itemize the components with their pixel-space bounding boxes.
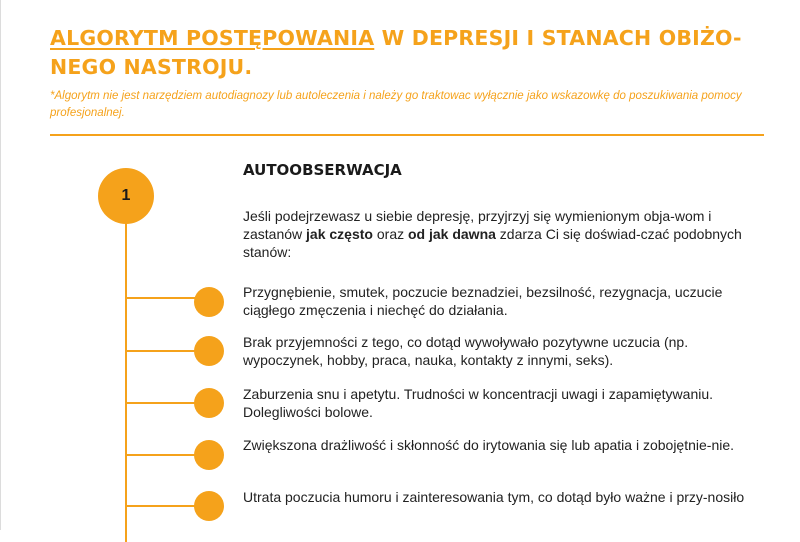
page-edge-line bbox=[0, 0, 1, 530]
symptom-item: Brak przyjemności z tego, co dotąd wywoływało pozytywne uczucia (np. wypoczynek, hobby, praca, nauka, kontakty z innymi, seks). bbox=[243, 334, 689, 368]
header-divider bbox=[50, 134, 764, 136]
bullet-dot bbox=[194, 491, 224, 521]
step-intro bbox=[243, 207, 765, 261]
symptom-item: Przygnębienie, smutek, poczucie beznadziei, bezsilność, rezygnacja, uczucie ciągłego zmęczenia i niechęć do działania. bbox=[243, 284, 723, 318]
symptom-item: Utrata poczucia humoru i zainteresowania tym, co dotąd było ważne i przy-nosiło bbox=[243, 489, 745, 505]
intro-bold-duration: od jak dawna bbox=[408, 226, 496, 242]
symptom-item: Zaburzenia snu i apetytu. Trudności w koncentracji uwagi i zapamiętywaniu. Dolegliwości bolowe. bbox=[243, 386, 714, 420]
timeline-branch bbox=[126, 505, 198, 507]
timeline-line bbox=[125, 222, 127, 542]
bullet-dot bbox=[194, 440, 224, 470]
bullet-dot bbox=[194, 336, 224, 366]
symptom-item: Zwiększona drażliwość i skłonność do irytowania się lub apatia i zobojętnie-nie. bbox=[243, 437, 735, 453]
title-rest: W DEPRESJI I STANACH OBIŻO-NEGO NASTROJU. bbox=[50, 26, 742, 79]
bullet-dot bbox=[194, 388, 224, 418]
intro-bold-frequency: jak często bbox=[306, 226, 373, 242]
step-number-badge: 1 bbox=[98, 168, 154, 224]
page-title bbox=[50, 24, 770, 82]
timeline-branch bbox=[126, 454, 198, 456]
step-heading: AUTOOBSERWACJA bbox=[243, 161, 402, 179]
bullet-dot bbox=[194, 287, 224, 317]
intro-text: oraz bbox=[372, 226, 408, 242]
disclaimer-note: *Algorytm nie jest narzędziem autodiagnozy lub autoleczenia i należy go traktowac wyłącznie jako wskazowkę do poszukiwania pomocy profesjonalnej. bbox=[50, 90, 742, 119]
timeline-branch bbox=[126, 297, 198, 299]
timeline-branch bbox=[126, 402, 198, 404]
timeline-branch bbox=[126, 350, 198, 352]
title-underlined: ALGORYTM POSTĘPOWANIA bbox=[50, 26, 375, 50]
intro-text: Jeśli podejrzewasz u siebie depresję, przyjrzyj się wymienionym obja-wom i zastanów bbox=[243, 208, 712, 242]
intro-text: zdarza Ci się doświad-czać podobnych stanów: bbox=[243, 226, 742, 260]
